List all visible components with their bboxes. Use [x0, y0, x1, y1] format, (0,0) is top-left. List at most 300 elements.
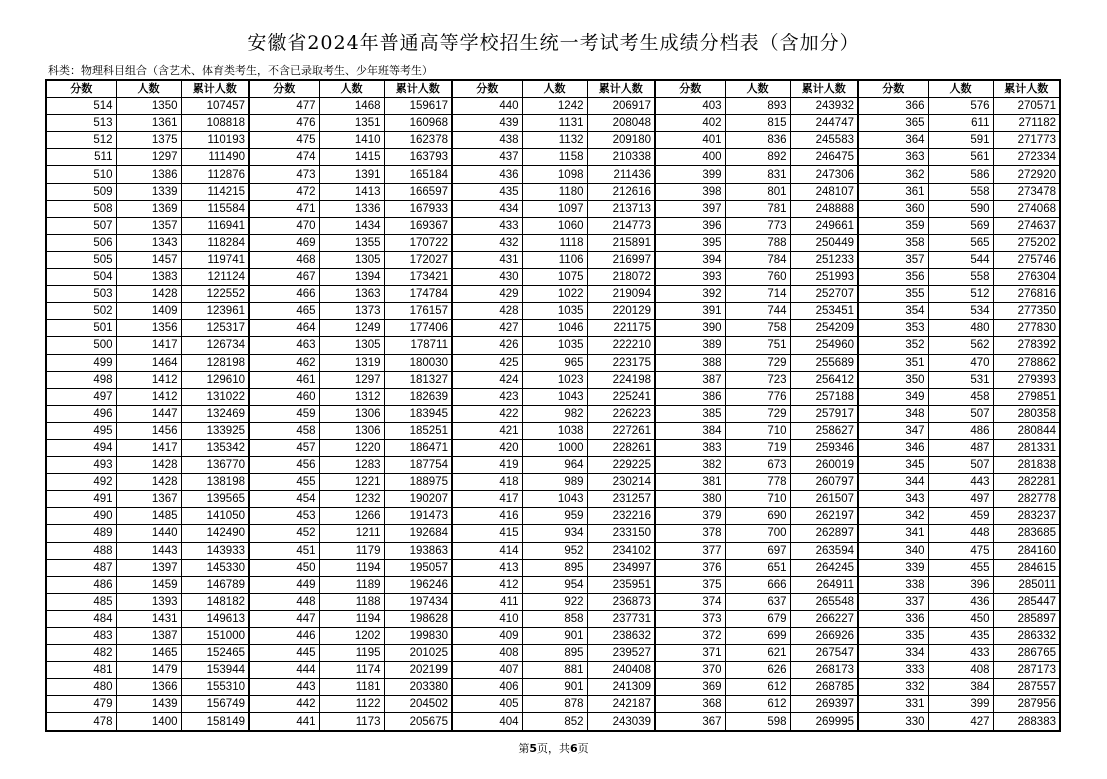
- table-row: [46, 337, 1060, 354]
- score-cell: 421: [452, 422, 522, 439]
- count-cell: 1440: [116, 525, 181, 542]
- count-cell: 1181: [319, 679, 384, 696]
- cumulative-cell: 272334: [993, 149, 1060, 166]
- score-cell: 379: [655, 508, 725, 525]
- count-cell: 1022: [522, 286, 587, 303]
- count-cell: 858: [522, 610, 587, 627]
- score-cell: 344: [858, 474, 928, 491]
- score-cell: 498: [46, 371, 116, 388]
- cumulative-cell: 180030: [384, 354, 452, 371]
- count-cell: 1179: [319, 542, 384, 559]
- score-cell: 391: [655, 303, 725, 320]
- table-row: [46, 559, 1060, 576]
- score-cell: 514: [46, 98, 116, 115]
- score-cell: 337: [858, 593, 928, 610]
- count-cell: 396: [928, 576, 993, 593]
- score-cell: 393: [655, 269, 725, 286]
- score-cell: 440: [452, 98, 522, 115]
- count-cell: 1428: [116, 286, 181, 303]
- cumulative-cell: 269397: [790, 696, 858, 713]
- count-cell: 1043: [522, 388, 587, 405]
- cumulative-cell: 172027: [384, 251, 452, 268]
- score-cell: 371: [655, 645, 725, 662]
- count-cell: 989: [522, 474, 587, 491]
- score-cell: 387: [655, 371, 725, 388]
- count-cell: 710: [725, 491, 790, 508]
- score-cell: 504: [46, 269, 116, 286]
- score-cell: 335: [858, 628, 928, 645]
- count-cell: 427: [928, 713, 993, 731]
- count-cell: 475: [928, 542, 993, 559]
- cumulative-cell: 266926: [790, 628, 858, 645]
- count-cell: 1118: [522, 234, 587, 251]
- cumulative-cell: 250449: [790, 234, 858, 251]
- score-cell: 512: [46, 132, 116, 149]
- score-cell: 449: [249, 576, 319, 593]
- category-subtitle: 科类：物理科目组合（含艺术、体育类考生，不含已录取考生、少年班等考生）: [48, 64, 433, 77]
- score-cell: 347: [858, 422, 928, 439]
- cumulative-cell: 220129: [587, 303, 655, 320]
- score-cell: 454: [249, 491, 319, 508]
- cumulative-cell: 214773: [587, 217, 655, 234]
- score-cell: 429: [452, 286, 522, 303]
- column-header-cumulative: 累计人数: [993, 80, 1060, 98]
- count-cell: 1415: [319, 149, 384, 166]
- score-cell: 468: [249, 251, 319, 268]
- cumulative-cell: 132469: [181, 405, 249, 422]
- score-cell: 381: [655, 474, 725, 491]
- score-cell: 395: [655, 234, 725, 251]
- score-cell: 493: [46, 457, 116, 474]
- score-cell: 398: [655, 183, 725, 200]
- cumulative-cell: 185251: [384, 422, 452, 439]
- cumulative-cell: 236873: [587, 593, 655, 610]
- score-cell: 382: [655, 457, 725, 474]
- cumulative-cell: 281331: [993, 439, 1060, 456]
- cumulative-cell: 224198: [587, 371, 655, 388]
- table-row: [46, 628, 1060, 645]
- score-cell: 368: [655, 696, 725, 713]
- table-row: [46, 542, 1060, 559]
- score-cell: 479: [46, 696, 116, 713]
- table-row: [46, 269, 1060, 286]
- count-cell: 699: [725, 628, 790, 645]
- score-cell: 423: [452, 388, 522, 405]
- count-cell: 895: [522, 559, 587, 576]
- cumulative-cell: 283237: [993, 508, 1060, 525]
- score-cell: 436: [452, 166, 522, 183]
- score-cell: 495: [46, 422, 116, 439]
- cumulative-cell: 234997: [587, 559, 655, 576]
- count-cell: 1350: [116, 98, 181, 115]
- cumulative-cell: 149613: [181, 610, 249, 627]
- count-cell: 651: [725, 559, 790, 576]
- cumulative-cell: 239527: [587, 645, 655, 662]
- count-cell: 1221: [319, 474, 384, 491]
- count-cell: 1306: [319, 405, 384, 422]
- cumulative-cell: 254209: [790, 320, 858, 337]
- score-cell: 506: [46, 234, 116, 251]
- cumulative-cell: 275202: [993, 234, 1060, 251]
- cumulative-cell: 182639: [384, 388, 452, 405]
- count-cell: 626: [725, 662, 790, 679]
- cumulative-cell: 169367: [384, 217, 452, 234]
- cumulative-cell: 259346: [790, 439, 858, 456]
- count-cell: 612: [725, 679, 790, 696]
- cumulative-cell: 209180: [587, 132, 655, 149]
- score-cell: 431: [452, 251, 522, 268]
- cumulative-cell: 245583: [790, 132, 858, 149]
- score-cell: 376: [655, 559, 725, 576]
- table-row: [46, 200, 1060, 217]
- score-cell: 472: [249, 183, 319, 200]
- score-cell: 415: [452, 525, 522, 542]
- score-cell: 390: [655, 320, 725, 337]
- count-cell: 922: [522, 593, 587, 610]
- score-cell: 394: [655, 251, 725, 268]
- count-cell: 751: [725, 337, 790, 354]
- cumulative-cell: 123961: [181, 303, 249, 320]
- count-cell: 836: [725, 132, 790, 149]
- cumulative-cell: 254960: [790, 337, 858, 354]
- score-cell: 405: [452, 696, 522, 713]
- cumulative-cell: 202199: [384, 662, 452, 679]
- count-cell: 1319: [319, 354, 384, 371]
- count-cell: 448: [928, 525, 993, 542]
- count-cell: 470: [928, 354, 993, 371]
- count-cell: 1220: [319, 439, 384, 456]
- score-cell: 418: [452, 474, 522, 491]
- cumulative-cell: 212616: [587, 183, 655, 200]
- cumulative-cell: 238632: [587, 628, 655, 645]
- score-cell: 445: [249, 645, 319, 662]
- score-cell: 401: [655, 132, 725, 149]
- column-header-count: 人数: [116, 80, 181, 98]
- cumulative-cell: 230214: [587, 474, 655, 491]
- count-cell: 1194: [319, 610, 384, 627]
- cumulative-cell: 215891: [587, 234, 655, 251]
- count-cell: 562: [928, 337, 993, 354]
- score-cell: 492: [46, 474, 116, 491]
- score-cell: 458: [249, 422, 319, 439]
- count-cell: 1023: [522, 371, 587, 388]
- cumulative-cell: 266227: [790, 610, 858, 627]
- cumulative-cell: 228261: [587, 439, 655, 456]
- count-cell: 611: [928, 115, 993, 132]
- count-cell: 558: [928, 269, 993, 286]
- score-cell: 434: [452, 200, 522, 217]
- count-cell: 901: [522, 628, 587, 645]
- score-cell: 497: [46, 388, 116, 405]
- cumulative-cell: 146789: [181, 576, 249, 593]
- column-header-cumulative: 累计人数: [790, 80, 858, 98]
- score-cell: 389: [655, 337, 725, 354]
- score-cell: 478: [46, 713, 116, 731]
- cumulative-cell: 125317: [181, 320, 249, 337]
- cumulative-cell: 223175: [587, 354, 655, 371]
- cumulative-cell: 139565: [181, 491, 249, 508]
- cumulative-cell: 233150: [587, 525, 655, 542]
- score-cell: 349: [858, 388, 928, 405]
- score-cell: 338: [858, 576, 928, 593]
- score-cell: 482: [46, 645, 116, 662]
- footer-mid: 页，共: [537, 742, 570, 755]
- cumulative-cell: 151000: [181, 628, 249, 645]
- cumulative-cell: 219094: [587, 286, 655, 303]
- count-cell: 1297: [116, 149, 181, 166]
- count-cell: 1413: [319, 183, 384, 200]
- cumulative-cell: 221175: [587, 320, 655, 337]
- cumulative-cell: 269995: [790, 713, 858, 731]
- cumulative-cell: 247306: [790, 166, 858, 183]
- cumulative-cell: 181327: [384, 371, 452, 388]
- count-cell: 1035: [522, 303, 587, 320]
- count-cell: 1035: [522, 337, 587, 354]
- score-cell: 457: [249, 439, 319, 456]
- cumulative-cell: 226223: [587, 405, 655, 422]
- cumulative-cell: 162378: [384, 132, 452, 149]
- cumulative-cell: 141050: [181, 508, 249, 525]
- cumulative-cell: 256412: [790, 371, 858, 388]
- score-distribution-table: [45, 79, 1061, 732]
- cumulative-cell: 108818: [181, 115, 249, 132]
- table-row: [46, 115, 1060, 132]
- cumulative-cell: 190207: [384, 491, 452, 508]
- count-cell: 576: [928, 98, 993, 115]
- score-cell: 501: [46, 320, 116, 337]
- count-cell: 815: [725, 115, 790, 132]
- cumulative-cell: 251233: [790, 251, 858, 268]
- count-cell: 455: [928, 559, 993, 576]
- count-cell: 1194: [319, 559, 384, 576]
- table-row: [46, 491, 1060, 508]
- count-cell: 1456: [116, 422, 181, 439]
- cumulative-cell: 128198: [181, 354, 249, 371]
- table-row: [46, 525, 1060, 542]
- count-cell: 700: [725, 525, 790, 542]
- score-cell: 452: [249, 525, 319, 542]
- score-cell: 404: [452, 713, 522, 731]
- cumulative-cell: 188975: [384, 474, 452, 491]
- count-cell: 458: [928, 388, 993, 405]
- cumulative-cell: 262897: [790, 525, 858, 542]
- cumulative-cell: 148182: [181, 593, 249, 610]
- count-cell: 723: [725, 371, 790, 388]
- score-cell: 333: [858, 662, 928, 679]
- score-cell: 374: [655, 593, 725, 610]
- count-cell: 507: [928, 405, 993, 422]
- score-cell: 369: [655, 679, 725, 696]
- cumulative-cell: 187754: [384, 457, 452, 474]
- count-cell: 1393: [116, 593, 181, 610]
- count-cell: 852: [522, 713, 587, 731]
- count-cell: 773: [725, 217, 790, 234]
- score-cell: 484: [46, 610, 116, 627]
- table-row: [46, 303, 1060, 320]
- table-row: [46, 645, 1060, 662]
- count-cell: 1043: [522, 491, 587, 508]
- footer-page-number: 5: [529, 742, 537, 755]
- count-cell: 1336: [319, 200, 384, 217]
- score-cell: 413: [452, 559, 522, 576]
- score-cell: 428: [452, 303, 522, 320]
- column-header-score: 分数: [452, 80, 522, 98]
- score-cell: 451: [249, 542, 319, 559]
- count-cell: 1417: [116, 439, 181, 456]
- count-cell: 1459: [116, 576, 181, 593]
- cumulative-cell: 276304: [993, 269, 1060, 286]
- cumulative-cell: 240408: [587, 662, 655, 679]
- cumulative-cell: 257188: [790, 388, 858, 405]
- cumulative-cell: 174784: [384, 286, 452, 303]
- score-cell: 392: [655, 286, 725, 303]
- count-cell: 1305: [319, 337, 384, 354]
- score-cell: 471: [249, 200, 319, 217]
- column-header-cumulative: 累计人数: [384, 80, 452, 98]
- table-row: [46, 457, 1060, 474]
- column-header-cumulative: 累计人数: [181, 80, 249, 98]
- count-cell: 1375: [116, 132, 181, 149]
- score-cell: 339: [858, 559, 928, 576]
- count-cell: 744: [725, 303, 790, 320]
- score-cell: 330: [858, 713, 928, 731]
- count-cell: 487: [928, 439, 993, 456]
- count-cell: 710: [725, 422, 790, 439]
- score-cell: 511: [46, 149, 116, 166]
- score-cell: 483: [46, 628, 116, 645]
- table-row: [46, 354, 1060, 371]
- count-cell: 534: [928, 303, 993, 320]
- score-cell: 463: [249, 337, 319, 354]
- table-row: [46, 508, 1060, 525]
- cumulative-cell: 264245: [790, 559, 858, 576]
- count-cell: 784: [725, 251, 790, 268]
- count-cell: 1266: [319, 508, 384, 525]
- score-cell: 488: [46, 542, 116, 559]
- cumulative-cell: 282778: [993, 491, 1060, 508]
- count-cell: 1447: [116, 405, 181, 422]
- cumulative-cell: 279851: [993, 388, 1060, 405]
- footer-post: 页: [577, 742, 589, 755]
- column-header-score: 分数: [858, 80, 928, 98]
- count-cell: 1369: [116, 200, 181, 217]
- count-cell: 831: [725, 166, 790, 183]
- score-cell: 414: [452, 542, 522, 559]
- cumulative-cell: 199830: [384, 628, 452, 645]
- score-cell: 469: [249, 234, 319, 251]
- cumulative-cell: 160968: [384, 115, 452, 132]
- cumulative-cell: 271773: [993, 132, 1060, 149]
- count-cell: 895: [522, 645, 587, 662]
- count-cell: 384: [928, 679, 993, 696]
- cumulative-cell: 111490: [181, 149, 249, 166]
- cumulative-cell: 243932: [790, 98, 858, 115]
- column-header-count: 人数: [928, 80, 993, 98]
- count-cell: 433: [928, 645, 993, 662]
- count-cell: 878: [522, 696, 587, 713]
- table-row: [46, 320, 1060, 337]
- score-cell: 412: [452, 576, 522, 593]
- cumulative-cell: 163793: [384, 149, 452, 166]
- cumulative-cell: 114215: [181, 183, 249, 200]
- table-row: [46, 422, 1060, 439]
- score-cell: 490: [46, 508, 116, 525]
- cumulative-cell: 110193: [181, 132, 249, 149]
- cumulative-cell: 255689: [790, 354, 858, 371]
- score-cell: 388: [655, 354, 725, 371]
- cumulative-cell: 183945: [384, 405, 452, 422]
- score-cell: 465: [249, 303, 319, 320]
- table-row: [46, 439, 1060, 456]
- score-cell: 422: [452, 405, 522, 422]
- score-cell: 444: [249, 662, 319, 679]
- score-cell: 510: [46, 166, 116, 183]
- cumulative-cell: 260019: [790, 457, 858, 474]
- count-cell: 690: [725, 508, 790, 525]
- cumulative-cell: 286765: [993, 645, 1060, 662]
- footer-pre: 第: [518, 742, 530, 755]
- count-cell: 1000: [522, 439, 587, 456]
- score-cell: 361: [858, 183, 928, 200]
- score-cell: 409: [452, 628, 522, 645]
- cumulative-cell: 277830: [993, 320, 1060, 337]
- page-footer: [0, 740, 1107, 756]
- score-cell: 502: [46, 303, 116, 320]
- cumulative-cell: 165184: [384, 166, 452, 183]
- cumulative-cell: 267547: [790, 645, 858, 662]
- count-cell: 1387: [116, 628, 181, 645]
- cumulative-cell: 264911: [790, 576, 858, 593]
- score-cell: 487: [46, 559, 116, 576]
- score-cell: 419: [452, 457, 522, 474]
- cumulative-cell: 258627: [790, 422, 858, 439]
- cumulative-cell: 158149: [181, 713, 249, 731]
- cumulative-cell: 218072: [587, 269, 655, 286]
- score-cell: 486: [46, 576, 116, 593]
- cumulative-cell: 191473: [384, 508, 452, 525]
- cumulative-cell: 284615: [993, 559, 1060, 576]
- count-cell: 1400: [116, 713, 181, 731]
- score-cell: 408: [452, 645, 522, 662]
- score-cell: 365: [858, 115, 928, 132]
- table-row: [46, 183, 1060, 200]
- score-cell: 424: [452, 371, 522, 388]
- score-cell: 359: [858, 217, 928, 234]
- count-cell: 1363: [319, 286, 384, 303]
- score-cell: 508: [46, 200, 116, 217]
- cumulative-cell: 248107: [790, 183, 858, 200]
- table-row: [46, 166, 1060, 183]
- score-cell: 430: [452, 269, 522, 286]
- cumulative-cell: 142490: [181, 525, 249, 542]
- cumulative-cell: 242187: [587, 696, 655, 713]
- score-cell: 462: [249, 354, 319, 371]
- score-cell: 342: [858, 508, 928, 525]
- column-header-score: 分数: [249, 80, 319, 98]
- cumulative-cell: 119741: [181, 251, 249, 268]
- score-cell: 362: [858, 166, 928, 183]
- cumulative-cell: 279393: [993, 371, 1060, 388]
- count-cell: 486: [928, 422, 993, 439]
- table-row: [46, 696, 1060, 713]
- cumulative-cell: 281838: [993, 457, 1060, 474]
- score-cell: 357: [858, 251, 928, 268]
- table-row: [46, 149, 1060, 166]
- score-cell: 480: [46, 679, 116, 696]
- cumulative-cell: 192684: [384, 525, 452, 542]
- table-row: [46, 251, 1060, 268]
- score-cell: 473: [249, 166, 319, 183]
